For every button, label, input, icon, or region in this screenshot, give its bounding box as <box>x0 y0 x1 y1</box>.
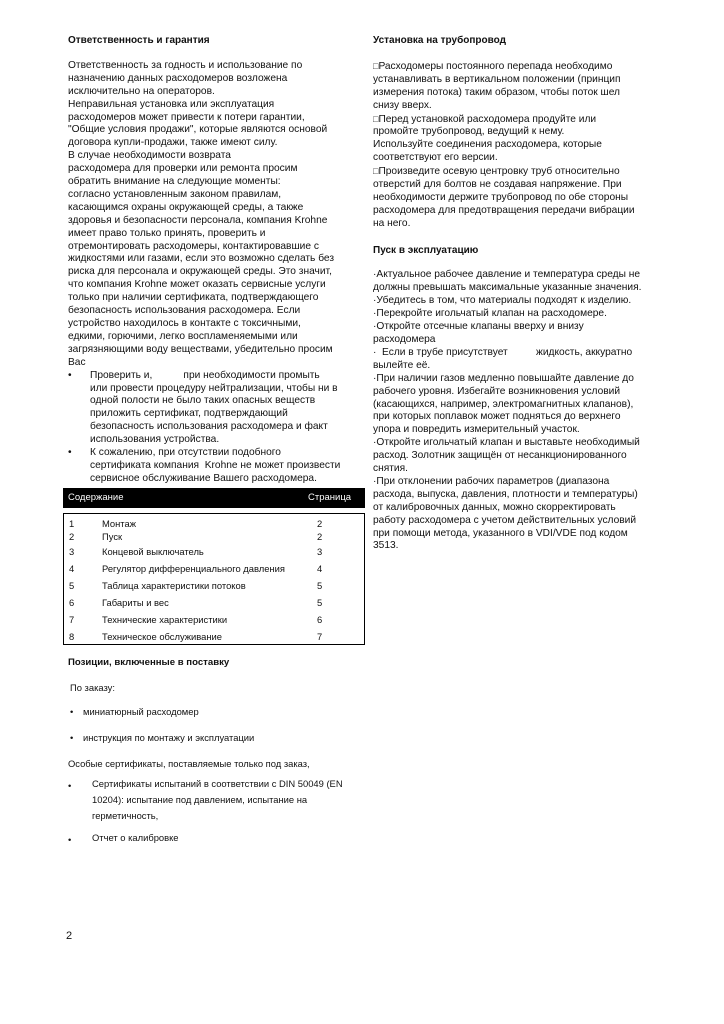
toc-title: Техническое обслуживание <box>102 631 222 642</box>
text-line: Вас <box>68 356 86 368</box>
toc-header-page: Страница <box>308 492 352 503</box>
start-line: при помощи метода, указанного в VDI/VDE под кодом <box>373 527 628 539</box>
install-line-text: на него. <box>373 217 411 229</box>
text-line: едкими, горючими, легко воспламеняемыми или <box>68 330 298 342</box>
text-line: исключительно на операторов. <box>68 85 215 97</box>
toc-num: 8 <box>69 631 75 642</box>
special-item <box>68 830 368 846</box>
bullet-line: сервисное обслуживание Вашего расходомера. <box>90 472 317 484</box>
toc-num: 7 <box>69 614 75 625</box>
delivery-item-text: инструкция по монтажу и эксплуатации <box>83 732 255 743</box>
bullet-icon: • <box>68 834 72 845</box>
toc-page: 4 <box>317 563 323 574</box>
toc-title: Технические характеристики <box>102 614 228 625</box>
special-line: Отчет о калибровке <box>92 832 179 843</box>
toc-num: 6 <box>69 597 75 608</box>
bullet-line: одной полости не было таких опасных веществ <box>90 395 316 407</box>
toc-title: Регулятор дифференциального давления <box>102 563 285 574</box>
bullet-item <box>68 447 360 486</box>
toc-page: 2 <box>317 531 323 542</box>
toc-table <box>63 513 365 645</box>
delivery-items <box>68 706 368 744</box>
toc-page: 6 <box>317 614 323 625</box>
start-line: при которых поплавок может подняться до верхнего <box>373 411 621 423</box>
install-text <box>373 60 665 231</box>
install-line-text: Произведите осевую центровку труб относительно <box>378 166 620 178</box>
start-heading: Пуск в эксплуатацию <box>373 244 479 256</box>
checkbox-symbol-icon: □ <box>373 60 379 71</box>
toc-page: 3 <box>317 546 323 557</box>
start-line: ·Перекройте игольчатый клапан на расходомере. <box>373 308 607 320</box>
bullet-line: сертификата компания Krohne не может произвести <box>90 459 341 471</box>
text-line: расходомера для проверки или ремонта просим <box>68 163 298 175</box>
text-line: "Общие условия продажи", которые являются основой <box>68 124 328 136</box>
install-line <box>373 165 665 179</box>
install-line <box>373 87 665 100</box>
install-line <box>373 192 665 205</box>
text-line: назначению данных расходомеров возложена <box>68 72 288 84</box>
toc-title: Пуск <box>102 531 123 542</box>
start-line: 3513. <box>373 540 399 552</box>
left-column <box>68 34 360 486</box>
delivery-heading: Позиции, включенные в поставку <box>68 657 230 668</box>
start-line: ·Откройте игольчатый клапан и выставьте необходимый <box>373 437 640 449</box>
start-line: · Если в трубе присутствует жидкость, аккуратно <box>373 346 633 358</box>
bullet-line: использования устройства. <box>90 434 220 446</box>
text-line: имеет право только принять, проверить и <box>68 227 266 239</box>
install-line <box>373 126 665 139</box>
install-line-text: Используйте соединения расходомера, которые <box>373 139 602 151</box>
start-line: ·При отклонении рабочих параметров (диапазона <box>373 475 610 487</box>
text-line: обратить внимание на следующие моменты: <box>68 176 281 188</box>
start-line: должны превышать максимальные указанные значения. <box>373 282 642 294</box>
toc-page: 5 <box>317 597 323 608</box>
checkbox-symbol-icon: □ <box>373 113 379 124</box>
bullet-line: или провести процедуру нейтрализации, чтобы ни в <box>90 382 338 394</box>
toc-header-title: Содержание <box>68 492 124 503</box>
install-line <box>373 205 665 218</box>
start-line: ·Откройте отсечные клапаны вверху и внизу <box>373 321 584 333</box>
toc-num: 1 <box>69 518 75 529</box>
special-line: 10204): испытание под давлением, испытание на <box>92 794 308 805</box>
bullet-icon: • <box>68 780 72 791</box>
liability-text <box>68 60 360 370</box>
start-line: упора и повредить измерительный участок. <box>373 424 580 436</box>
install-line <box>373 60 665 74</box>
bullet-icon: • <box>68 369 72 381</box>
text-line: Ответственность за годность и использование по <box>68 59 303 71</box>
install-line <box>373 152 665 165</box>
start-line: рабочего уровня. Избегайте возникновения условий <box>373 385 621 397</box>
toc-page: 2 <box>317 518 323 529</box>
install-line-text: Перед установкой расходомера продуйте или <box>378 113 597 125</box>
bullet-icon: • <box>68 447 72 459</box>
toc-title: Габариты и вес <box>102 597 169 608</box>
text-line: жидкостями или газами, если это возможно сделать без <box>68 253 335 265</box>
install-line-text: снизу вверх. <box>373 99 432 111</box>
text-line: договора купли-продажи, также имеют силу. <box>68 137 278 149</box>
text-line: Неправильная установка или эксплуатация <box>68 98 275 110</box>
text-line: риска для персонала и окружающей среды. Это значит, <box>68 266 332 278</box>
delivery-item <box>68 706 368 718</box>
delivery-item <box>68 732 368 744</box>
start-line: (касающихся, например, электромагнитных клапанов), <box>373 398 634 410</box>
delivery-item-text: миниатюрный расходомер <box>83 706 199 717</box>
toc-num: 3 <box>69 546 75 557</box>
toc-title: Концевой выключатель <box>102 546 204 557</box>
special-line: Сертификаты испытаний в соответствии с DIN 50049 (EN <box>92 778 343 789</box>
toc-num: 4 <box>69 563 75 574</box>
checkbox-symbol-icon: □ <box>373 166 379 177</box>
bullet-line: К сожалению, при отсутствии подобного <box>90 447 281 459</box>
install-line-text: отверстий для болтов не создавая напряжение. При <box>373 179 622 191</box>
bullet-icon: • <box>70 732 74 743</box>
install-line <box>373 218 665 231</box>
start-line: расхода, выпуска, давления, плотности и температуры) <box>373 488 638 500</box>
toc-header <box>63 488 365 508</box>
start-line: снятия. <box>373 463 408 475</box>
liability-heading: Ответственность и гарантия <box>68 35 210 46</box>
special-line: герметичность, <box>92 810 159 821</box>
install-line-text: устанавливать в вертикальном положении (принцип <box>373 73 621 85</box>
text-line: В случае необходимости возврата <box>68 150 231 162</box>
install-heading: Установка на трубопровод <box>373 35 506 46</box>
text-line: только при наличии сертификата, подтверждающего <box>68 292 319 304</box>
text-line: расходомеров может привести к потери гарантии, <box>68 111 305 123</box>
right-column <box>373 34 665 553</box>
start-line: вылейте её. <box>373 359 431 371</box>
bullet-item <box>68 370 360 447</box>
start-line: расход. Золотник защищён от несанкционированного <box>373 450 627 462</box>
start-text <box>373 269 665 553</box>
delivery-section <box>68 656 368 852</box>
install-line <box>373 74 665 87</box>
order-label: По заказу: <box>70 682 115 693</box>
special-items <box>68 776 368 846</box>
toc-page: 7 <box>317 631 323 642</box>
text-line: касающимся охраны окружающей среды, а также <box>68 201 304 213</box>
install-line <box>373 139 665 152</box>
text-line: устройство находилось в контакте с токсичными, <box>68 318 301 330</box>
install-line-text: измерения потока) таким образом, чтобы поток шел <box>373 86 620 98</box>
toc-page: 5 <box>317 580 323 591</box>
special-label: Особые сертификаты, поставляемые только под заказ, <box>68 758 310 769</box>
toc-num: 5 <box>69 580 75 591</box>
text-line: здоровья и безопасности персонала, компания Krohne <box>68 214 328 226</box>
start-line: ·Убедитесь в том, что материалы подходят к изделию. <box>373 295 632 307</box>
install-line-text: промойте трубопровод, ведущий к нему. <box>373 126 565 138</box>
toc-num: 2 <box>69 531 75 542</box>
install-line-text: необходимости держите трубопровод по обе стороны <box>373 191 629 203</box>
install-line-text: соответствуют его версии. <box>373 152 498 164</box>
install-line <box>373 113 665 127</box>
install-line-text: расходомера для предотвращения передачи вибрации <box>373 204 635 216</box>
text-line: загрязняющими воду веществами, убедительно просим <box>68 343 333 355</box>
start-line: расходомера <box>373 333 436 345</box>
toc-title: Монтаж <box>102 518 136 529</box>
toc-title: Таблица характеристики потоков <box>102 580 246 591</box>
text-line: безопасность использования расходомера. Если <box>68 305 301 317</box>
bullet-line: приложить сертификат, подтверждающий <box>90 408 288 420</box>
install-line-text: Расходомеры постоянного перепада необходимо <box>378 60 613 72</box>
start-line: работу расходомера с учетом действительных условий <box>373 514 637 526</box>
start-line: ·Актуальное рабочее давление и температура среды не <box>373 269 641 281</box>
text-line: согласно установленным законом правилам, <box>68 188 282 200</box>
start-line: от калибровочных данных, можно скорректировать <box>373 501 616 513</box>
install-line <box>373 100 665 113</box>
liability-bullets <box>68 370 360 486</box>
special-item <box>68 776 368 824</box>
bullet-line: безопасность использования расходомера и факт <box>90 421 328 433</box>
page-number: 2 <box>66 930 73 942</box>
install-line <box>373 179 665 192</box>
text-line: что компания Krohne может оказать сервисные услуги <box>68 279 326 291</box>
bullet-line: Проверить и, при необходимости промыть <box>90 369 320 381</box>
text-line: отремонтировать расходомеры, контактировавшие с <box>68 240 319 252</box>
start-line: ·При наличии газов медленно повышайте давление до <box>373 372 634 384</box>
bullet-icon: • <box>70 706 74 717</box>
